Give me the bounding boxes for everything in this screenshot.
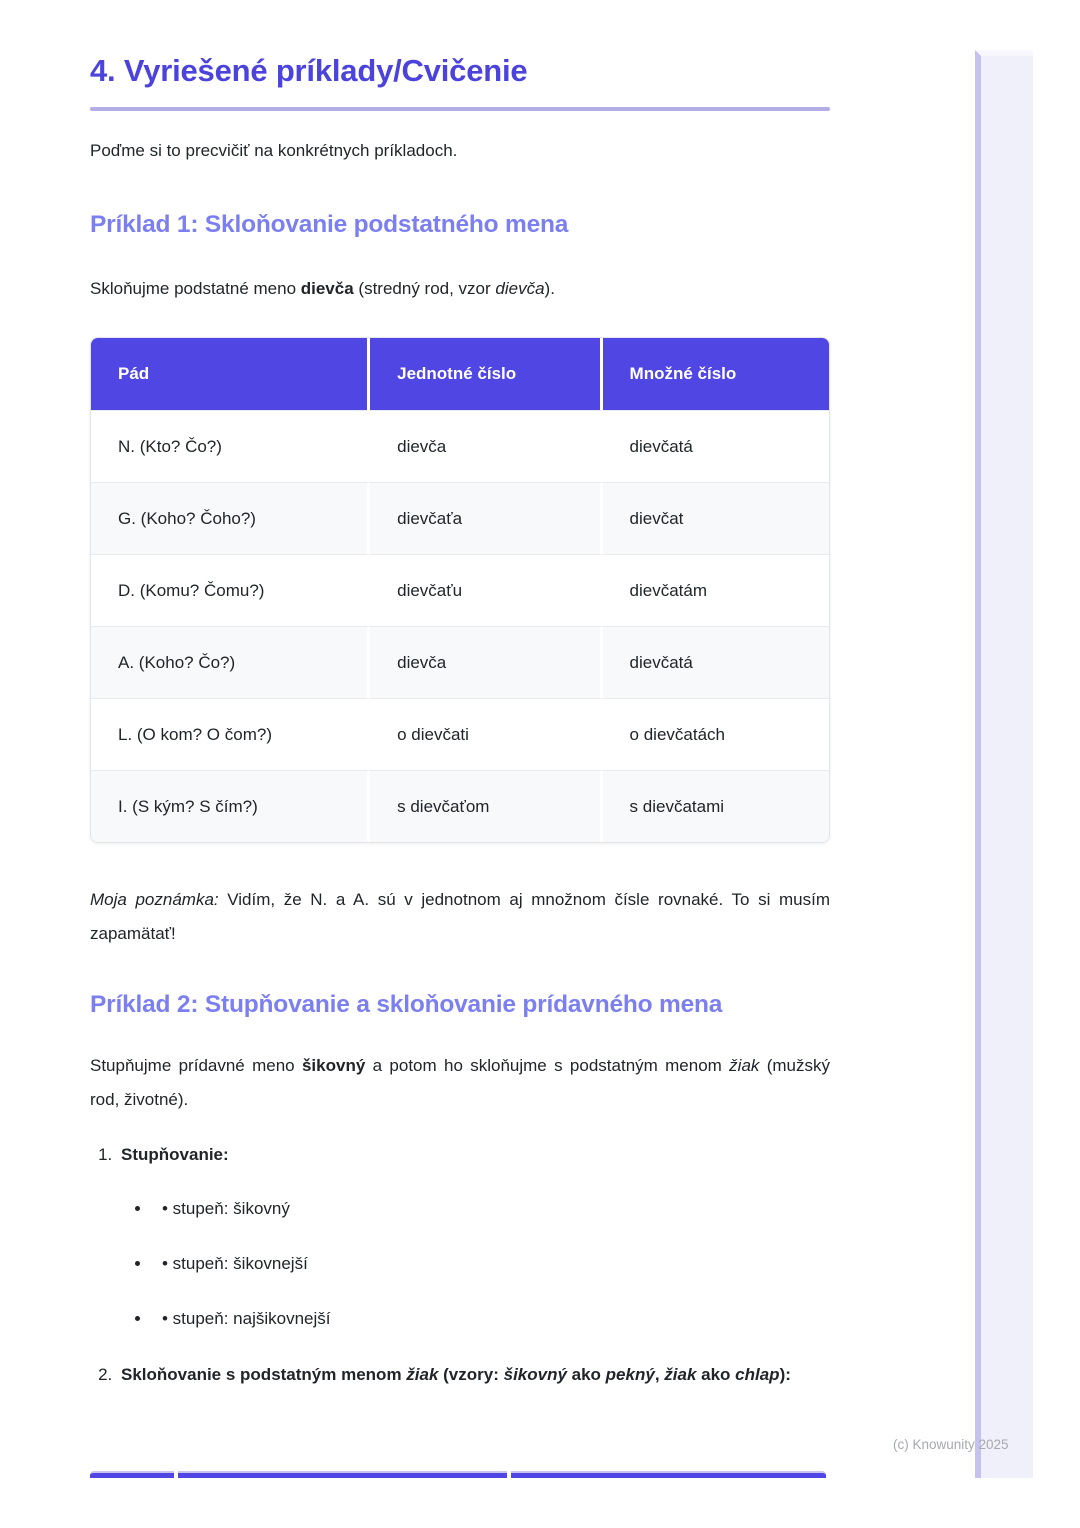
table-row	[91, 554, 829, 626]
example2-heading: Príklad 2: Stupňovanie a skloňovanie prídavného mena	[90, 991, 723, 1018]
table-row	[91, 410, 829, 482]
lead-italic-word: dievča	[495, 279, 545, 298]
table-cell: o dievčati	[370, 698, 602, 770]
lead-text: a potom ho skloňujme s podstatným menom	[365, 1056, 730, 1075]
table-cell: dievča	[370, 626, 602, 698]
step-italic: šikovný	[503, 1365, 567, 1384]
note-lead: Moja poznámka:	[90, 890, 219, 909]
table-header-row	[91, 338, 829, 410]
header-plural: Množné číslo	[603, 338, 829, 410]
example2-lead	[90, 1049, 830, 1117]
table-cell: A. (Koho? Čo?)	[91, 626, 370, 698]
step-text: (vzory:	[438, 1365, 504, 1384]
table-cell: s dievčatami	[603, 770, 829, 842]
title-divider	[90, 107, 830, 111]
step-label: Stupňovanie:	[121, 1145, 229, 1164]
table-body	[91, 410, 829, 842]
personal-note	[90, 883, 830, 951]
table-row	[91, 698, 829, 770]
next-table-segment	[511, 1471, 826, 1478]
lead-text: ).	[544, 279, 555, 298]
step-label-rich	[121, 1365, 791, 1384]
declension-table	[90, 337, 830, 843]
grade-item: • • stupeň: šikovný	[152, 1195, 830, 1223]
steps-list	[90, 1141, 830, 1390]
grade-item: • • stupeň: najšikovnejší	[152, 1305, 830, 1333]
table-cell: dievča	[370, 410, 602, 482]
table-cell: s dievčaťom	[370, 770, 602, 842]
step-italic: žiak	[406, 1365, 439, 1384]
table-head	[91, 338, 829, 410]
lead-bold-word: šikovný	[301, 1056, 366, 1075]
example1-lead	[90, 275, 830, 303]
step-text: ,	[654, 1365, 665, 1384]
table-cell: L. (O kom? O čom?)	[91, 698, 370, 770]
table-cell: dievčatá	[603, 626, 829, 698]
table-cell: o dievčatách	[603, 698, 829, 770]
gradation-list	[121, 1195, 830, 1333]
table-cell: dievčatám	[603, 554, 829, 626]
lead-italic-word: žiak	[729, 1056, 760, 1075]
intro-paragraph: Poďme si to precvičiť na konkrétnych príkladoch.	[90, 141, 458, 160]
document-page	[90, 0, 830, 1390]
step-text: ):	[779, 1365, 791, 1384]
table-cell: D. (Komu? Čomu?)	[91, 554, 370, 626]
step-text: ako	[696, 1365, 736, 1384]
lead-text: (mužský rod, životné).	[90, 1056, 831, 1109]
next-page-edge-panel	[975, 50, 1033, 1478]
step-item-declension	[117, 1359, 830, 1390]
next-table-segment	[90, 1471, 174, 1478]
table-cell: dievčaťa	[370, 482, 602, 554]
table-cell: G. (Koho? Čoho?)	[91, 482, 370, 554]
page-title: 4. Vyriešené príklady/Cvičenie	[90, 53, 528, 88]
table-row	[91, 482, 829, 554]
note-text: Vidím, že N. a A. sú v jednotnom aj množnom čísle rovnaké. To si musím zapamätať!	[90, 890, 830, 943]
header-singular: Jednotné číslo	[370, 338, 602, 410]
step-italic: chlap	[735, 1365, 780, 1384]
lead-text: (stredný rod, vzor	[353, 279, 496, 298]
table-cell: dievčat	[603, 482, 829, 554]
table-cell: dievčatá	[603, 410, 829, 482]
step-item-gradation	[117, 1141, 830, 1333]
table-row	[91, 770, 829, 842]
step-italic: žiak	[664, 1365, 697, 1384]
header-case: Pád	[91, 338, 370, 410]
copyright-watermark: (c) Knowunity 2025	[893, 1437, 1009, 1452]
table-cell: I. (S kým? S čím?)	[91, 770, 370, 842]
step-text: Skloňovanie s podstatným menom	[121, 1365, 407, 1384]
example1-heading: Príklad 1: Skloňovanie podstatného mena	[90, 211, 569, 238]
lead-text: Stupňujme prídavné meno	[90, 1056, 302, 1075]
step-italic: pekný	[605, 1365, 655, 1384]
table-cell: N. (Kto? Čo?)	[91, 410, 370, 482]
table-cell: dievčaťu	[370, 554, 602, 626]
step-text: ako	[566, 1365, 606, 1384]
lead-text: Skloňujme podstatné meno	[90, 279, 301, 298]
grade-item: • • stupeň: šikovnejší	[152, 1250, 830, 1278]
table-row	[91, 626, 829, 698]
next-table-top-edge	[90, 1471, 830, 1478]
next-table-segment	[178, 1471, 507, 1478]
lead-bold-word: dievča	[300, 279, 354, 298]
